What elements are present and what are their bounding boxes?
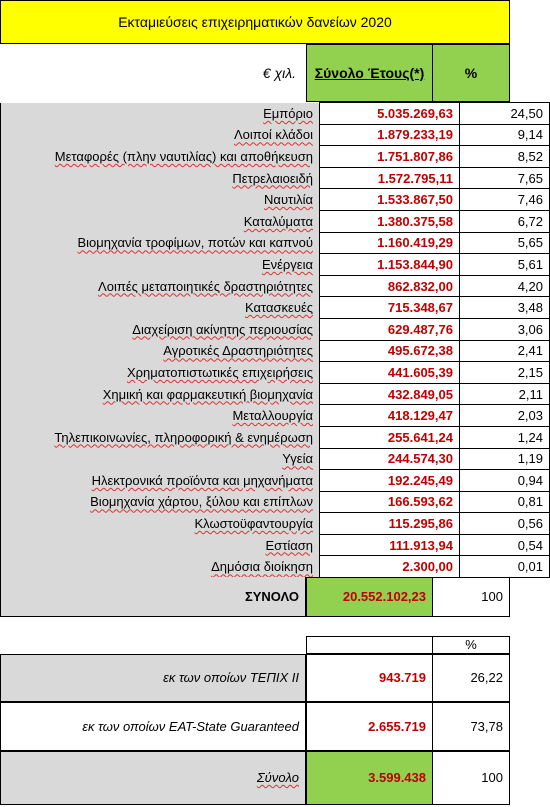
sector-percent: 0,94 bbox=[460, 470, 550, 492]
sector-label: Ενέργεια bbox=[1, 254, 320, 276]
sector-label: Ναυτιλία bbox=[1, 189, 320, 211]
sector-percent: 5,65 bbox=[460, 232, 550, 254]
table-title: Εκταμιεύσεις επιχειρηματικών δανείων 2020 bbox=[0, 0, 510, 44]
table-row bbox=[1, 189, 550, 211]
table-row bbox=[1, 405, 550, 427]
table-row bbox=[1, 426, 550, 448]
sector-value: 192.245,49 bbox=[320, 470, 460, 492]
table-row bbox=[1, 340, 550, 362]
eat-percent: 73,78 bbox=[433, 702, 510, 751]
sector-label: Μεταφορές (πλην ναυτιλίας) και αποθήκευση bbox=[1, 146, 320, 168]
table-row bbox=[1, 362, 550, 384]
sector-label: Εμπόριο bbox=[1, 103, 320, 125]
tepix-label: εκ των οποίων ΤΕΠΙΧ II bbox=[0, 654, 306, 702]
total-value: 20.552.102,23 bbox=[306, 577, 433, 617]
sector-value: 1.380.375,58 bbox=[320, 210, 460, 232]
sector-value: 1.572.795,11 bbox=[320, 167, 460, 189]
sector-label: Πετρελαιοειδή bbox=[1, 167, 320, 189]
tepix-percent: 26,22 bbox=[433, 654, 510, 702]
sector-label: Υγεία bbox=[1, 448, 320, 470]
tepix-value: 943.719 bbox=[306, 654, 433, 702]
table-row bbox=[1, 254, 550, 276]
sector-value: 166.593,62 bbox=[320, 491, 460, 513]
sector-percent: 24,50 bbox=[460, 103, 550, 125]
sector-label: Βιομηχανία τροφίμων, ποτών και καπνού bbox=[1, 232, 320, 254]
sector-percent: 1,24 bbox=[460, 426, 550, 448]
sector-value: 862.832,00 bbox=[320, 275, 460, 297]
percent-column-header: % bbox=[433, 44, 510, 102]
sector-value: 432.849,05 bbox=[320, 383, 460, 405]
sector-value: 111.913,94 bbox=[320, 534, 460, 556]
sector-label: Βιομηχανία χάρτου, ξύλου και επίπλων bbox=[1, 491, 320, 513]
table-row bbox=[1, 210, 550, 232]
second-table-header-blank bbox=[306, 636, 433, 654]
total-label: ΣΥΝΟΛΟ bbox=[0, 577, 306, 617]
sector-label: Καταλύματα bbox=[1, 210, 320, 232]
sector-percent: 9,14 bbox=[460, 124, 550, 146]
sector-value: 495.672,38 bbox=[320, 340, 460, 362]
subtotal-label: Σύνολο bbox=[0, 751, 306, 805]
sector-percent: 2,15 bbox=[460, 362, 550, 384]
total-percent: 100 bbox=[433, 577, 510, 617]
sector-label: Εστίαση bbox=[1, 534, 320, 556]
sector-percent: 2,03 bbox=[460, 405, 550, 427]
sector-percent: 1,19 bbox=[460, 448, 550, 470]
sector-value: 629.487,76 bbox=[320, 318, 460, 340]
subtotal-value: 3.599.438 bbox=[306, 751, 433, 805]
second-table-percent-header: % bbox=[433, 636, 510, 654]
sector-label: Χημική και φαρμακευτική βιομηχανία bbox=[1, 383, 320, 405]
sector-label: Λοιποί κλάδοι bbox=[1, 124, 320, 146]
sector-value: 5.035.269,63 bbox=[320, 103, 460, 125]
table-row bbox=[1, 513, 550, 535]
sector-percent: 8,52 bbox=[460, 146, 550, 168]
table-row bbox=[1, 167, 550, 189]
sector-value: 441.605,39 bbox=[320, 362, 460, 384]
sector-percent: 0,54 bbox=[460, 534, 550, 556]
eat-value: 2.655.719 bbox=[306, 702, 433, 751]
sector-value: 418.129,47 bbox=[320, 405, 460, 427]
sector-label: Μεταλλουργία bbox=[1, 405, 320, 427]
sector-value: 255.641,24 bbox=[320, 426, 460, 448]
table-row bbox=[1, 297, 550, 319]
sector-label: Κλωστοϋφαντουργία bbox=[1, 513, 320, 535]
eat-label: εκ των οποίων EAT-State Guaranteed bbox=[0, 702, 306, 751]
sector-value: 1.879.233,19 bbox=[320, 124, 460, 146]
table-row bbox=[1, 103, 550, 125]
sector-table bbox=[0, 102, 550, 578]
sector-label: Κατασκευές bbox=[1, 297, 320, 319]
sector-label: Τηλεπικοινωνίες, πληροφορική & ενημέρωση bbox=[1, 426, 320, 448]
table-row bbox=[1, 232, 550, 254]
sector-percent: 4,20 bbox=[460, 275, 550, 297]
sector-percent: 7,46 bbox=[460, 189, 550, 211]
subtotal-percent: 100 bbox=[433, 751, 510, 805]
sector-value: 2.300,00 bbox=[320, 556, 460, 578]
sector-label: Ηλεκτρονικά προϊόντα και μηχανήματα bbox=[1, 470, 320, 492]
table-row bbox=[1, 124, 550, 146]
sector-percent: 5,61 bbox=[460, 254, 550, 276]
sector-label: Διαχείριση ακίνητης περιουσίας bbox=[1, 318, 320, 340]
sector-percent: 6,72 bbox=[460, 210, 550, 232]
sector-percent: 0,81 bbox=[460, 491, 550, 513]
sector-value: 244.574,30 bbox=[320, 448, 460, 470]
table-row bbox=[1, 534, 550, 556]
table-row bbox=[1, 383, 550, 405]
sector-rows bbox=[0, 102, 543, 578]
sector-percent: 0,56 bbox=[460, 513, 550, 535]
sector-percent: 2,11 bbox=[460, 383, 550, 405]
table-row bbox=[1, 491, 550, 513]
sector-label: Λοιπές μεταποιητικές δραστηριότητες bbox=[1, 275, 320, 297]
sector-value: 1.751.807,86 bbox=[320, 146, 460, 168]
sector-label: Χρηματοπιστωτικές επιχειρήσεις bbox=[1, 362, 320, 384]
sector-percent: 7,65 bbox=[460, 167, 550, 189]
sector-percent: 0,01 bbox=[460, 556, 550, 578]
unit-label: € χιλ. bbox=[262, 65, 296, 81]
table-row bbox=[1, 470, 550, 492]
sector-value: 1.533.867,50 bbox=[320, 189, 460, 211]
sector-value: 1.160.419,29 bbox=[320, 232, 460, 254]
sector-value: 1.153.844,90 bbox=[320, 254, 460, 276]
table-row bbox=[1, 556, 550, 578]
sector-value: 115.295,86 bbox=[320, 513, 460, 535]
table-row bbox=[1, 448, 550, 470]
sector-label: Δημόσια διοίκηση bbox=[1, 556, 320, 578]
total-column-header: Σύνολο Έτους(*) bbox=[306, 44, 433, 102]
table-row bbox=[1, 275, 550, 297]
sector-percent: 2,41 bbox=[460, 340, 550, 362]
sector-percent: 3,06 bbox=[460, 318, 550, 340]
sector-value: 715.348,67 bbox=[320, 297, 460, 319]
sector-label: Αγροτικές Δραστηριότητες bbox=[1, 340, 320, 362]
table-row bbox=[1, 146, 550, 168]
table-row bbox=[1, 318, 550, 340]
sector-percent: 3,48 bbox=[460, 297, 550, 319]
